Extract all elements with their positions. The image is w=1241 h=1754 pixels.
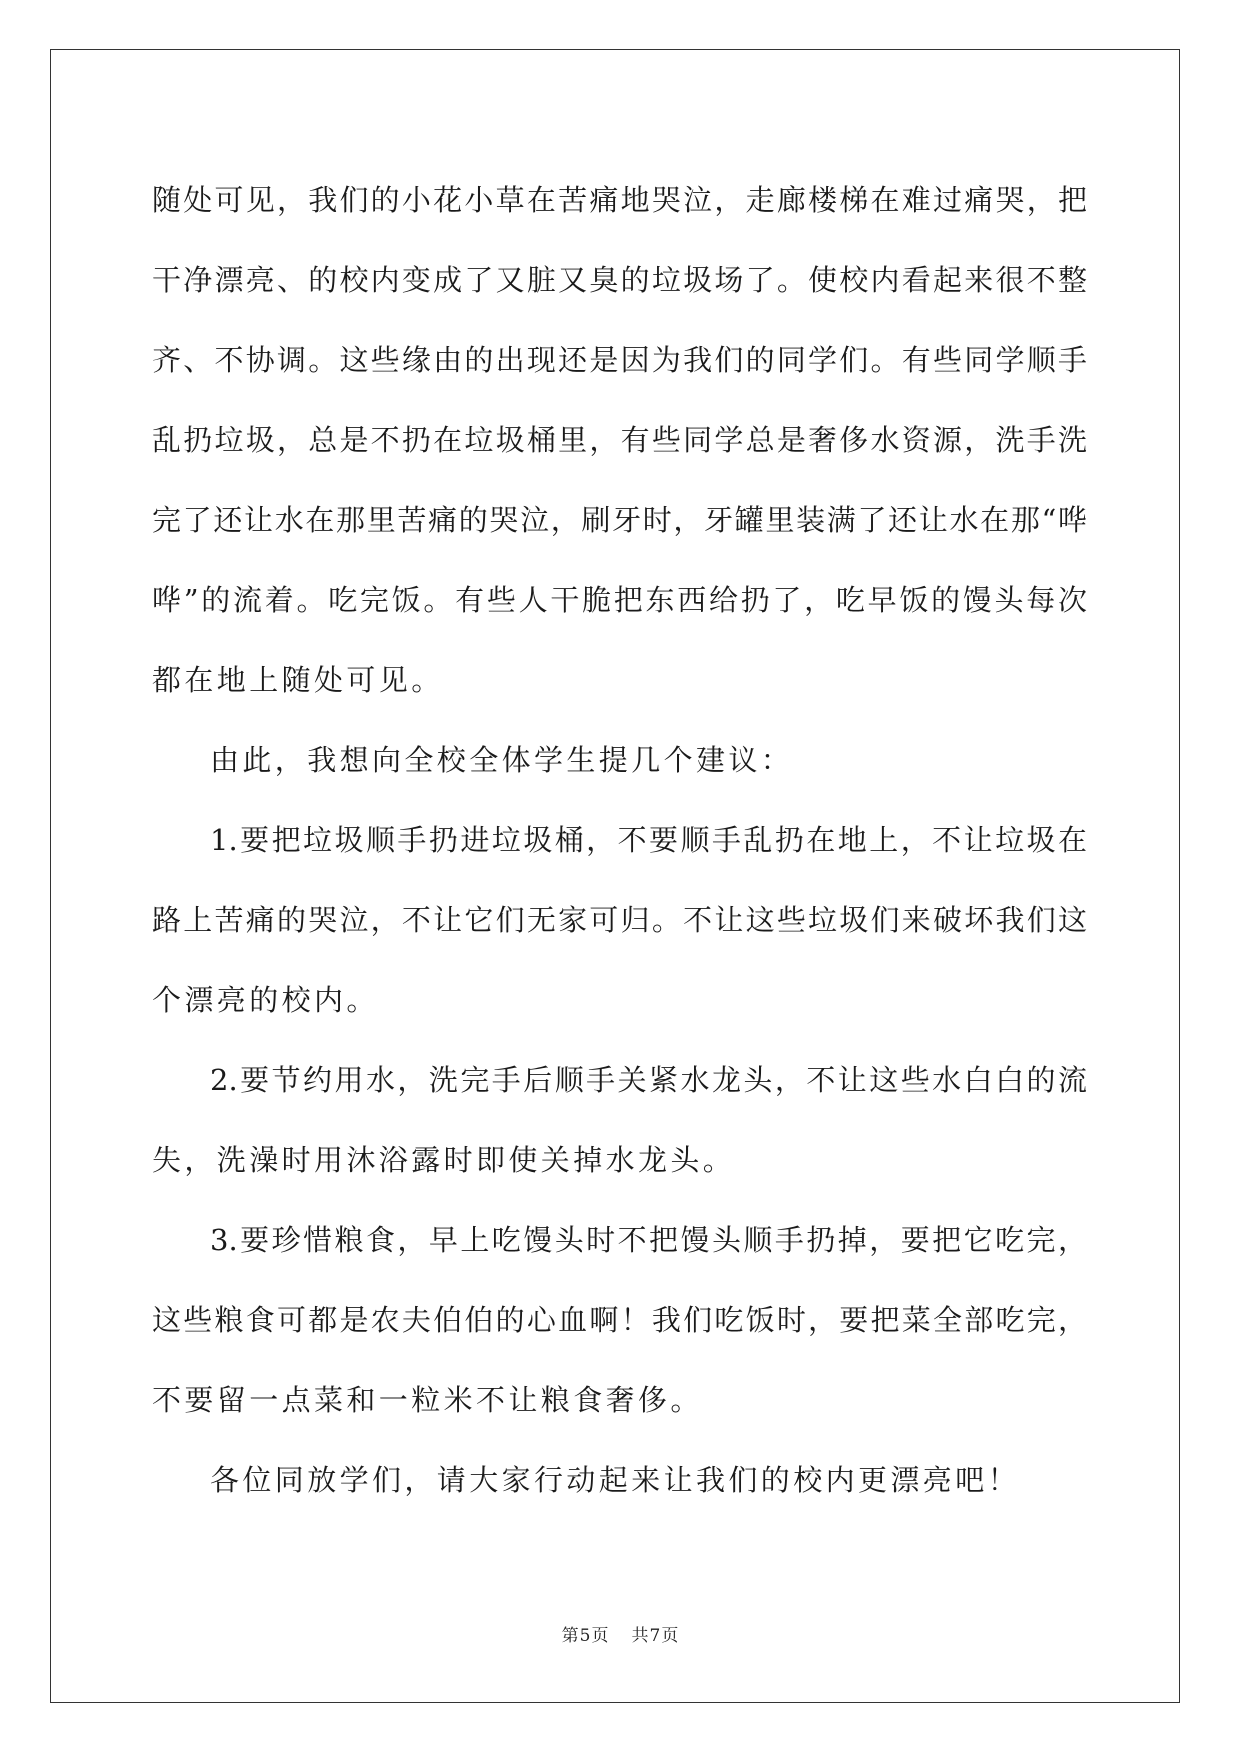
total-pages: 共7页 [631, 1626, 680, 1646]
text-line: 齐、不协调。这些缘由的出现还是因为我们的同学们。有些同学顺手 [152, 343, 1087, 377]
text-line: 这些粮食可都是农夫伯伯的心血啊！我们吃饭时，要把菜全部吃完， [152, 1303, 1087, 1337]
text-line: 2.要节约用水，洗完手后顺手关紧水龙头，不让这些水白白的流 [210, 1063, 1087, 1097]
text-line: 不要留一点菜和一粒米不让粮食奢侈。 [152, 1383, 703, 1417]
text-line: 1.要把垃圾顺手扔进垃圾桶，不要顺手乱扔在地上，不让垃圾在 [210, 823, 1087, 857]
text-line: 3.要珍惜粮食，早上吃馒头时不把馒头顺手扔掉，要把它吃完， [210, 1223, 1087, 1257]
current-page-number: 第5页 [561, 1626, 610, 1646]
text-line: 路上苦痛的哭泣，不让它们无家可归。不让这些垃圾们来破坏我们这 [152, 903, 1087, 937]
text-line: 个漂亮的校内。 [152, 983, 379, 1017]
document-body [152, 160, 1087, 1520]
text-line: 乱扔垃圾，总是不扔在垃圾桶里，有些同学总是奢侈水资源，洗手洗 [152, 423, 1087, 457]
text-line: 随处可见，我们的小花小草在苦痛地哭泣，走廊楼梯在难过痛哭，把 [152, 183, 1087, 217]
text-line: 失，洗澡时用沐浴露时即使关掉水龙头。 [152, 1143, 736, 1177]
text-line: 哗”的流着。吃完饭。有些人干脆把东西给扔了，吃早饭的馒头每次 [152, 583, 1087, 617]
text-line: 都在地上随处可见。 [152, 663, 444, 697]
text-line: 由此，我想向全校全体学生提几个建议： [210, 743, 794, 777]
page-footer [0, 1621, 1241, 1646]
text-line: 各位同放学们，请大家行动起来让我们的校内更漂亮吧！ [210, 1463, 1021, 1497]
text-line: 干净漂亮、的校内变成了又脏又臭的垃圾场了。使校内看起来很不整 [152, 263, 1087, 297]
text-line: 完了还让水在那里苦痛的哭泣，刷牙时，牙罐里装满了还让水在那“哗 [152, 503, 1087, 537]
